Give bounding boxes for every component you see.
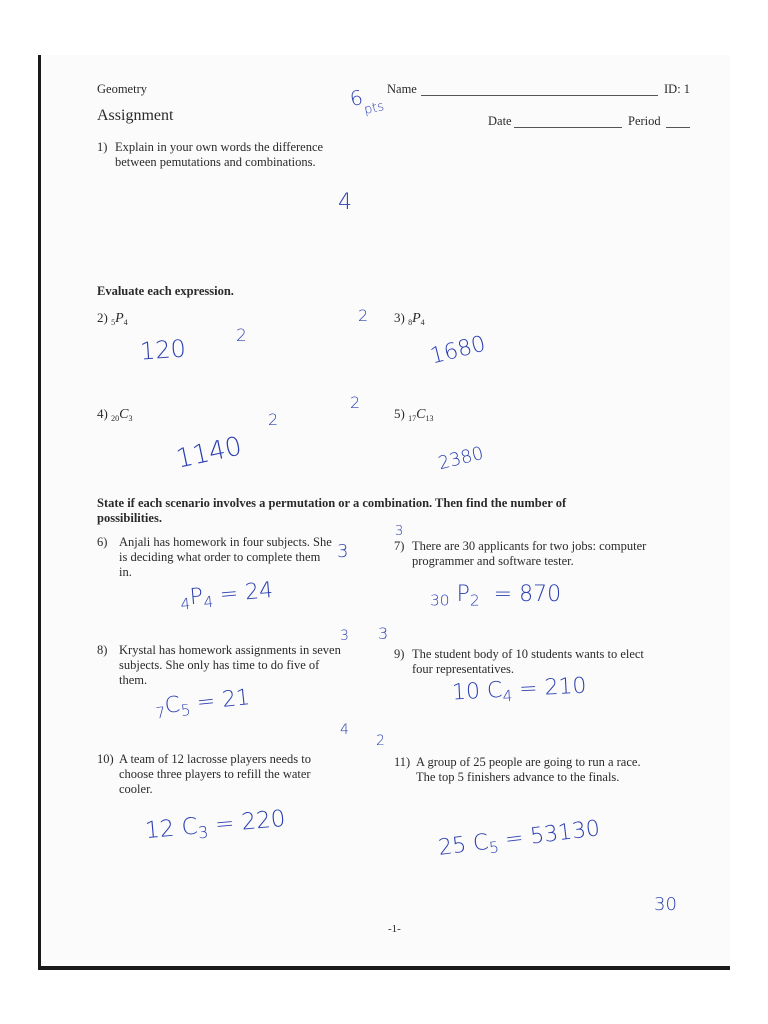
expr-n: 20 bbox=[111, 414, 120, 423]
handwritten-answer-q4: 1140 bbox=[173, 431, 245, 475]
question-text: Krystal has homework assignments in seven subjects. She only has time to do five of them. bbox=[119, 643, 341, 687]
hw-r: 2 bbox=[469, 591, 480, 610]
hw-symbol: P bbox=[456, 582, 470, 607]
handwritten-score-q7: 3 bbox=[395, 524, 404, 539]
name-line bbox=[421, 95, 658, 96]
handwritten-score-q9: 3 bbox=[378, 624, 389, 643]
handwritten-score-q8: 3 bbox=[340, 628, 349, 644]
question-number: 8) bbox=[97, 643, 108, 657]
id-label: ID: 1 bbox=[664, 82, 691, 96]
hw-r: 5 bbox=[179, 700, 192, 720]
section-heading-evaluate: Evaluate each expression. bbox=[97, 284, 234, 298]
expr-r: 13 bbox=[425, 414, 434, 423]
question-number: 3) bbox=[394, 310, 405, 325]
subject-label: Geometry bbox=[97, 82, 147, 96]
expr-n: 8 bbox=[408, 318, 413, 327]
question-text: A group of 25 people are going to run a race. The top 5 finishers advance to the finals. bbox=[416, 755, 641, 784]
hw-symbol: C bbox=[180, 813, 199, 841]
handwritten-score-q11: 2 bbox=[376, 733, 385, 749]
hw-result: = 220 bbox=[213, 805, 287, 838]
expression-5 bbox=[394, 406, 433, 423]
period-line bbox=[666, 127, 690, 128]
expr-r: 4 bbox=[420, 318, 425, 327]
question-text: A team of 12 lacrosse players needs to choose three players to refill the water cooler. bbox=[119, 752, 311, 796]
handwritten-score-q3: 2 bbox=[358, 306, 369, 325]
expression-4 bbox=[97, 406, 132, 423]
hw-result: = 21 bbox=[195, 685, 252, 716]
expr-symbol: C bbox=[119, 407, 129, 422]
hw-symbol: C bbox=[471, 829, 490, 857]
question-number: 5) bbox=[394, 406, 405, 421]
expr-r: 3 bbox=[128, 414, 133, 423]
handwritten-answer-q2: 120 bbox=[139, 334, 187, 366]
handwritten-score-q2: 2 bbox=[236, 326, 247, 346]
hw-r: 4 bbox=[502, 686, 513, 706]
period-label: Period bbox=[628, 114, 661, 128]
expr-symbol: P bbox=[115, 311, 124, 326]
page-edge-bottom bbox=[38, 966, 730, 970]
hw-result: = 210 bbox=[518, 673, 588, 702]
hw-symbol: P bbox=[188, 584, 205, 611]
hw-n: 4 bbox=[179, 594, 192, 614]
section-heading-scenarios: State if each scenario involves a permutation or a combination. Then find the number of possibilities. bbox=[97, 496, 567, 525]
hw-n: 25 bbox=[436, 832, 468, 861]
hw-result: = 870 bbox=[493, 582, 562, 607]
question-number: 9) bbox=[394, 647, 405, 661]
hw-n: 30 bbox=[430, 591, 450, 610]
handwritten-answer-q5: 2380 bbox=[436, 442, 486, 475]
handwritten-total-score: 30 bbox=[654, 894, 677, 915]
handwritten-points-label: pts bbox=[362, 99, 386, 118]
handwritten-score-q1: 4 bbox=[338, 190, 352, 215]
question-number: 7) bbox=[394, 539, 405, 553]
handwritten-answer-q7 bbox=[430, 582, 561, 610]
hw-result: = 53130 bbox=[503, 816, 602, 853]
question-text: Explain in your own words the difference between pemutations and combinations. bbox=[115, 140, 324, 169]
expr-symbol: P bbox=[412, 311, 421, 326]
question-text: There are 30 applicants for two jobs: computer programmer and software tester. bbox=[412, 539, 647, 568]
name-label: Name bbox=[387, 82, 417, 96]
expr-r: 4 bbox=[123, 318, 128, 327]
assignment-title: Assignment bbox=[97, 107, 174, 124]
expr-n: 17 bbox=[408, 414, 417, 423]
hw-symbol: C bbox=[163, 692, 182, 719]
hw-r: 5 bbox=[488, 838, 501, 858]
hw-n: 7 bbox=[154, 703, 167, 723]
handwritten-points-value: 6 bbox=[348, 85, 365, 111]
hw-n: 12 bbox=[144, 815, 176, 845]
question-number: 4) bbox=[97, 406, 108, 421]
question-text: Anjali has homework in four subjects. She is deciding what order to complete them in. bbox=[119, 535, 332, 579]
handwritten-score-q10: 4 bbox=[340, 722, 349, 738]
question-number: 1) bbox=[97, 140, 108, 154]
page-number: -1- bbox=[388, 923, 401, 935]
question-text: The student body of 10 students wants to elect four representatives. bbox=[412, 647, 644, 676]
hw-symbol: C bbox=[486, 677, 503, 704]
expr-n: 5 bbox=[111, 318, 116, 327]
handwritten-score-q4: 2 bbox=[268, 410, 279, 429]
handwritten-score-q5: 2 bbox=[350, 393, 361, 412]
hw-r: 4 bbox=[202, 592, 215, 612]
date-line bbox=[514, 127, 622, 128]
hw-result: = 24 bbox=[218, 577, 275, 608]
expr-symbol: C bbox=[416, 407, 426, 422]
date-label: Date bbox=[488, 114, 512, 128]
question-number: 11) bbox=[394, 755, 411, 769]
handwritten-score-q6: 3 bbox=[337, 541, 349, 562]
handwritten-answer-q3: 1680 bbox=[427, 331, 489, 370]
question-number: 2) bbox=[97, 310, 108, 325]
question-number: 6) bbox=[97, 535, 108, 549]
hw-n: 10 bbox=[451, 679, 481, 706]
expression-3 bbox=[394, 310, 425, 327]
hw-r: 3 bbox=[197, 822, 210, 843]
question-number: 10) bbox=[97, 752, 114, 766]
expression-2 bbox=[97, 310, 128, 327]
